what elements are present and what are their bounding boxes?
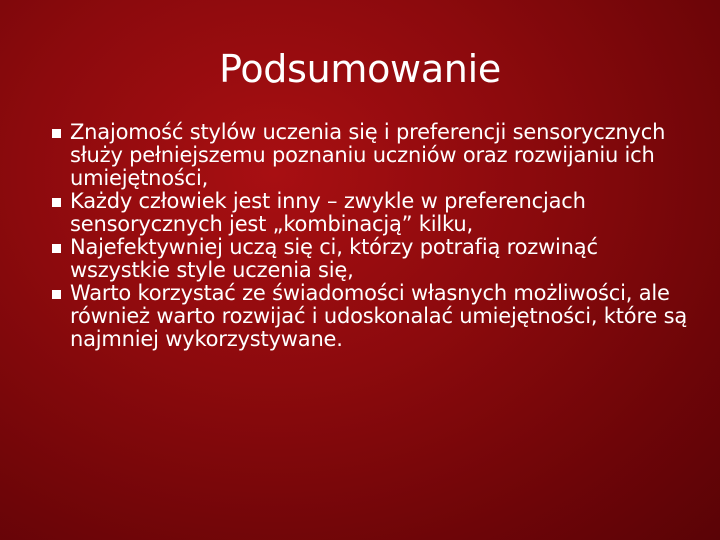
square-bullet-icon <box>52 198 61 207</box>
bullet-list <box>52 121 692 351</box>
bullet-text: Znajomość stylów uczenia się i preferencji sensorycznych służy pełniejszemu poznaniu uczniów oraz rozwijaniu ich umiejętności, <box>70 120 666 190</box>
square-bullet-icon <box>52 244 61 253</box>
bullet-text: Najefektywniej uczą się ci, którzy potrafią rozwinąć wszystkie style uczenia się, <box>70 235 598 282</box>
square-bullet-icon <box>52 290 61 299</box>
bullet-text: Warto korzystać ze świadomości własnych możliwości, ale również warto rozwijać i udoskonalać umiejętności, które są najmniej wykorzystywane. <box>70 281 688 351</box>
list-item <box>52 236 692 282</box>
bullet-text: Każdy człowiek jest inny – zwykle w preferencjach sensorycznych jest „kombinacją” kilku, <box>70 189 586 236</box>
list-item <box>52 282 692 351</box>
slide-title: Podsumowanie <box>219 47 501 91</box>
square-bullet-icon <box>52 129 61 138</box>
list-item <box>52 121 692 190</box>
list-item <box>52 190 692 236</box>
